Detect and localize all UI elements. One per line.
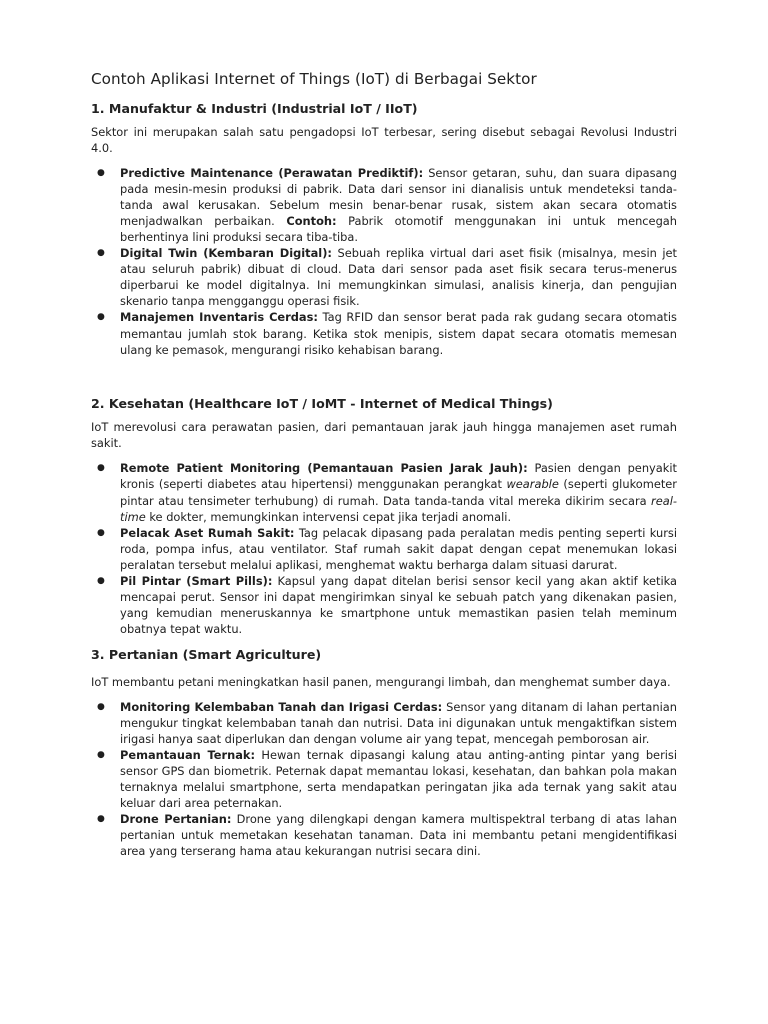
bullet-list — [91, 165, 677, 358]
section-heading-manufacturing: 1. Manufaktur & Industri (Industrial IoT / IIoT) — [91, 101, 418, 116]
bullet-list — [91, 460, 677, 637]
item-emphasis: real-time — [120, 493, 677, 524]
list-item — [91, 699, 677, 747]
bullet-list — [91, 699, 677, 860]
list-item — [91, 747, 677, 811]
item-text: Drone yang dilengkapi dengan kamera multispektral terbang di atas lahan pertanian untuk memetakan kesehatan tanaman. Data ini membantu petani mengidentifikasi area yang terserang hama atau kekurangan nutrisi secara dini. — [120, 812, 677, 859]
item-text: Sensor yang ditanam di lahan pertanian mengukur tingkat kelembaban tanah dan nutrisi. Data ini digunakan untuk mengaktifkan sistem irigasi hanya saat diperlukan dan dengan volume air yang tepat, mencegah pemborosan air. — [120, 699, 677, 746]
item-label: Remote Patient Monitoring (Pemantauan Pasien Jarak Jauh): — [120, 461, 528, 476]
item-text: Pabrik otomotif menggunakan ini untuk mencegah berhentinya lini produksi secara tiba-tiba. — [120, 213, 677, 244]
item-text: (seperti glukometer pintar atau tensimeter terhubung) di rumah. Data tanda-tanda vital mereka dikirim secara — [120, 477, 677, 508]
section-heading-healthcare: 2. Kesehatan (Healthcare IoT / IoMT - Internet of Medical Things) — [91, 395, 553, 411]
item-emphasis: wearable — [506, 477, 559, 492]
bullet-icon: ● — [97, 527, 105, 538]
item-label: Drone Pertanian: — [120, 812, 232, 827]
list-item — [91, 309, 677, 357]
item-text: Sensor getaran, suhu, dan suara dipasang pada mesin-mesin produksi di pabrik. Data dari sensor ini dianalisis untuk mendeteksi tanda-tanda awal kerusakan. Sebelum mesin benar-benar rusak, sistem akan secara otomatis menjadwalkan perbaikan. — [120, 165, 677, 228]
bullet-icon: ● — [97, 312, 105, 323]
item-label: Pelacak Aset Rumah Sakit: — [120, 525, 295, 540]
item-text: Kapsul yang dapat ditelan berisi sensor kecil yang akan aktif ketika mencapai perut. Sensor ini dapat mengirimkan sinyal ke sebuah patch yang dikenakan pasien, yang kemudian meneruskannya ke smartphone untuk memastikan pasien telah meminum obatnya tepat waktu. — [120, 573, 678, 637]
item-example-label: Contoh: — [286, 213, 337, 228]
bullet-icon: ● — [97, 575, 105, 586]
item-label: Pemantauan Ternak: — [120, 747, 256, 762]
item-label: Digital Twin (Kembaran Digital): — [120, 246, 332, 261]
section-intro: IoT merevolusi cara perawatan pasien, dari pemantauan jarak jauh hingga manajemen aset rumah sakit. — [91, 419, 677, 451]
section-heading-agriculture: 3. Pertanian (Smart Agriculture) — [91, 647, 322, 663]
page-title: Contoh Aplikasi Internet of Things (IoT) di Berbagai Sektor — [91, 70, 537, 88]
item-text: Hewan ternak dipasangi kalung atau anting-anting pintar yang berisi sensor GPS dan biometrik. Peternak dapat memantau lokasi, kesehatan, dan bahkan pola makan ternaknya melalui smartphone, serta mendapatkan peringatan jika ada ternak yang sakit atau keluar dari area peternakan. — [120, 747, 678, 811]
item-text: ke dokter, memungkinkan intervensi cepat jika terjadi anomali. — [145, 509, 512, 524]
item-label: Manajemen Inventaris Cerdas: — [120, 310, 318, 325]
bullet-icon: ● — [97, 749, 105, 760]
list-item — [91, 525, 677, 573]
item-label: Pil Pintar (Smart Pills): — [120, 573, 273, 588]
bullet-icon: ● — [97, 167, 105, 178]
list-item — [91, 811, 677, 859]
bullet-icon: ● — [97, 701, 105, 712]
bullet-icon: ● — [97, 814, 105, 825]
item-text: Tag RFID dan sensor berat pada rak gudang secara otomatis memantau jumlah stok barang. Ketika stok menipis, sistem dapat secara otomatis memesan ulang ke pemasok, mengurangi risiko kehabisan barang. — [120, 310, 677, 357]
bullet-icon: ● — [97, 463, 105, 474]
list-item — [91, 165, 677, 245]
bullet-icon: ● — [97, 248, 105, 259]
list-item — [91, 573, 677, 637]
item-text: Tag pelacak dipasang pada peralatan medis penting seperti kursi roda, pompa infus, atau ventilator. Staf rumah sakit dapat dengan cepat menemukan lokasi peralatan tersebut melalui aplikasi, menghemat waktu berharga dalam situasi darurat. — [120, 525, 677, 572]
item-text: Sebuah replika virtual dari aset fisik (misalnya, mesin jet atau seluruh pabrik) dibuat di cloud. Data dari sensor pada aset fisik secara terus-menerus diperbarui ke model digitalnya. Ini memungkinkan simulasi, analisis kinerja, dan pengujian skenario tanpa mengganggu operasi fisik. — [120, 246, 677, 309]
item-label: Monitoring Kelembaban Tanah dan Irigasi Cerdas: — [120, 699, 443, 714]
section-intro: IoT membantu petani meningkatkan hasil panen, mengurangi limbah, dan menghemat sumber daya. — [91, 675, 671, 690]
section-intro: Sektor ini merupakan salah satu pengadopsi IoT terbesar, sering disebut sebagai Revolusi Industri 4.0. — [91, 125, 677, 156]
item-text: Pasien dengan penyakit kronis (seperti diabetes atau hipertensi) menggunakan perangkat — [120, 461, 677, 492]
list-item — [91, 245, 677, 309]
list-item — [91, 460, 677, 524]
item-label: Predictive Maintenance (Perawatan Prediktif): — [120, 165, 424, 180]
